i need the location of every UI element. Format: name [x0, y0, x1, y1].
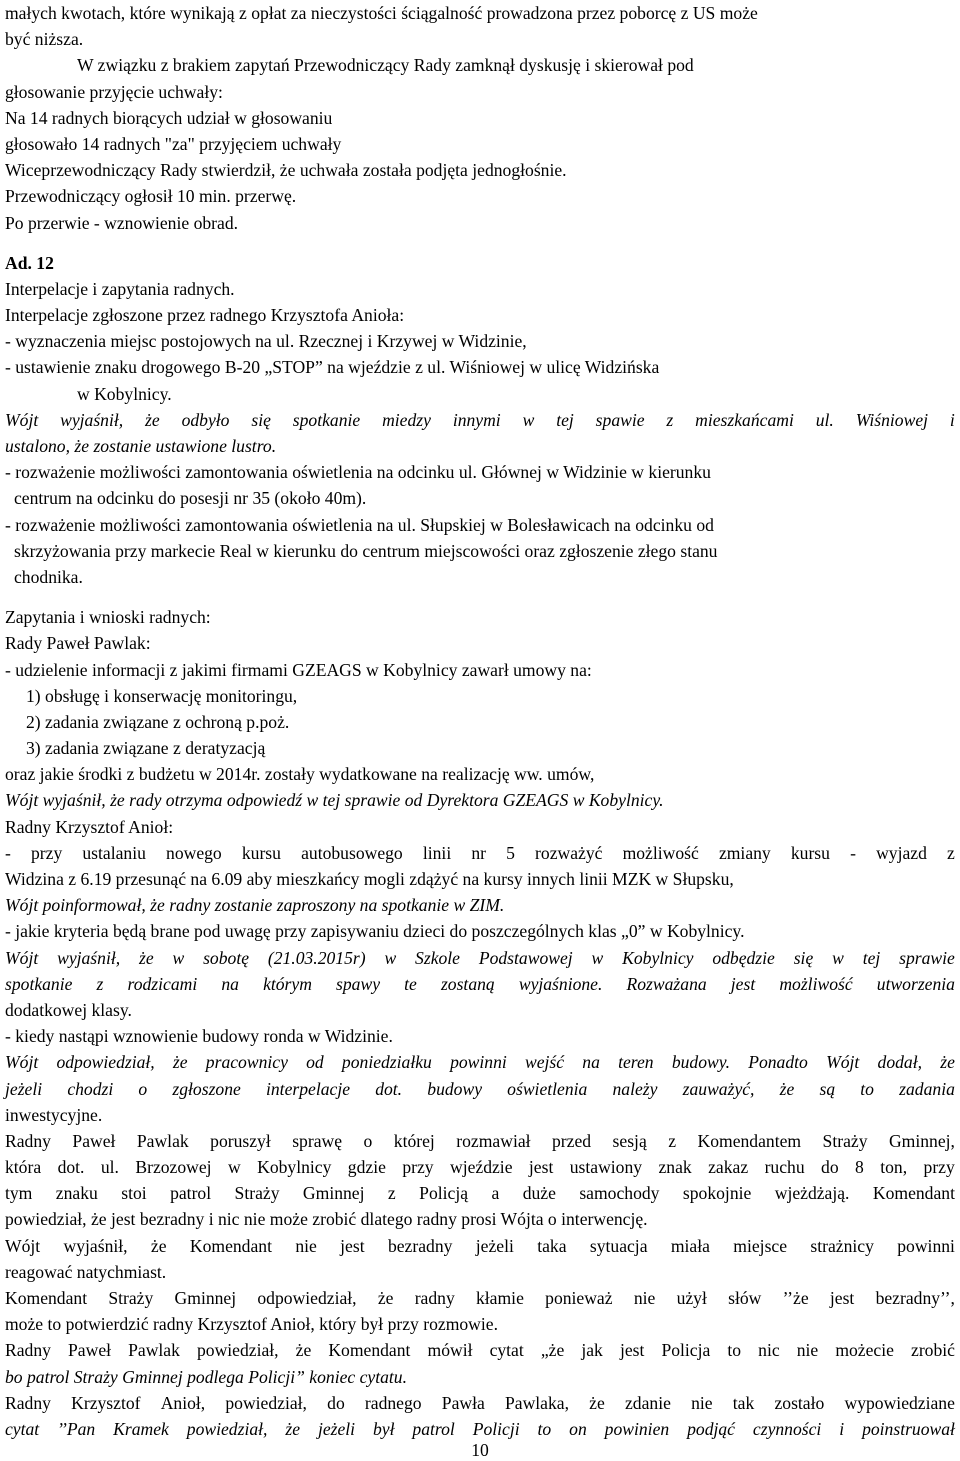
text-line: głosowało 14 radnych "za" przyjęciem uchwały — [5, 133, 342, 154]
text-line: W związku z brakiem zapytań Przewodniczący Rady zamknął dyskusję i skierował pod — [77, 55, 694, 76]
text-line: Wójt wyjaśnił, że odbyło się spotkanie miedzy innymi w tej spawie z mieszkańcami ul. Wiśniowej i — [5, 409, 955, 430]
text-line: małych kwotach, które wynikają z opłat za nieczystości ściągalność prowadzona przez poborcę z US może — [5, 3, 758, 23]
page-number: 10 — [471, 1440, 489, 1460]
text-line: skrzyżowania przy markecie Real w kierunku do centrum miejscowości oraz zgłoszenie złego stanu — [14, 540, 718, 561]
text-line: 2) zadania związane z ochroną p.poż. — [26, 711, 290, 732]
text-line: Radny Paweł Pawlak powiedział, że Komendant mówił cytat „że jak jest Policja to nic nie możecie zrobić — [5, 1340, 955, 1361]
text-line: Interpelacje zgłoszone przez radnego Krzysztofa Anioła: — [5, 305, 405, 326]
text-line: tym znaku stoi patrol Straży Gminnej z Policją a duże samochody spokojnie wjeżdżają. Komendant — [5, 1183, 955, 1204]
text-line: Radny Paweł Pawlak poruszył sprawę o której rozmawiał przed sesją z Komendantem Straży Gminnej, — [5, 1130, 955, 1151]
text-line: w Kobylnicy. — [77, 383, 172, 404]
spacer — [5, 236, 955, 250]
text-line: Wójt odpowiedział, że pracownicy od poniedziałku powinni wejść na teren budowy. Ponadto Wójt dodał, że — [5, 1052, 955, 1073]
text-line: - udzielenie informacji z jakimi firmami GZEAGS w Kobylnicy zawarł umowy na: — [5, 659, 592, 680]
text-line: Po przerwie - wznowienie obrad. — [5, 212, 239, 233]
text-line: chodnika. — [14, 566, 83, 587]
text-line: może to potwierdzić radny Krzysztof Anioł, który był przy rozmowie. — [5, 1314, 498, 1335]
text-line: Wójt wyjaśnił, że w sobotę (21.03.2015r) w Szkole Podstawowej w Kobylnicy odbędzie się w tej sprawie — [5, 947, 955, 968]
text-line: głosowanie przyjęcie uchwały: — [5, 81, 223, 102]
text-line: Widzina z 6.19 przesunąć na 6.09 aby mieszkańcy mogli zdążyć na kursy innych linii MZK w Słupsku, — [5, 869, 734, 889]
text-line: - kiedy nastąpi wznowienie budowy ronda w Widzinie. — [5, 1026, 393, 1047]
text-line: - rozważenie możliwości zamontowania oświetlenia na ul. Słupskiej w Bolesławicach na odcinku od — [5, 514, 714, 535]
text-line: - rozważenie możliwości zamontowania oświetlenia na odcinku ul. Głównej w Widzinie w kierunku — [5, 462, 711, 483]
text-line: Zapytania i wnioski radnych: — [5, 607, 211, 628]
text-line: jeżeli chodzi o zgłoszone interpelacje dot. budowy oświetlenia należy zauważyć, że są to zadania — [5, 1078, 955, 1099]
section-heading: Ad. 12 — [5, 252, 54, 273]
interpelacje-block — [5, 302, 955, 590]
text-line: - ustawienie znaku drogowego B-20 „STOP” na wjeździe z ul. Wiśniowej w ulicę Widzińska — [5, 357, 660, 378]
text-line: być niższa. — [5, 29, 84, 50]
text-line: Wójt wyjaśnił, że rady otrzyma odpowiedź w tej sprawie od Dyrektora GZEAGS w Kobylnicy. — [5, 790, 664, 811]
text-line: reagować natychmiast. — [5, 1261, 167, 1282]
text-line: powiedział, że jest bezradny i nic nie może zrobić dlatego radny prosi Wójta o interwencję. — [5, 1209, 648, 1230]
text-line: - jakie kryteria będą brane pod uwagę przy zapisywaniu dzieci do poszczególnych klas „0” w Kobylnicy. — [5, 921, 745, 942]
section-title: Interpelacje i zapytania radnych. — [5, 278, 235, 299]
text-line: Komendant Straży Gminnej odpowiedział, że radny kłamie ponieważ nie użył słów ’’że jest bezradny’’, — [5, 1288, 955, 1308]
intro-block — [5, 0, 955, 236]
text-line: Wójt poinformował, że radny zostanie zaproszony na spotkanie w ZIM. — [5, 895, 505, 916]
text-line: Radny Krzysztof Anioł, powiedział, do radnego Pawła Pawlaka, że zdanie nie tak zostało wypowiedziane — [5, 1392, 955, 1413]
text-line: ustalono, że zostanie ustawione lustro. — [5, 436, 277, 456]
zapytania-block — [5, 604, 955, 1442]
text-line: centrum na odcinku do posesji nr 35 (około 40m). — [14, 488, 367, 509]
text-line: Radny Krzysztof Anioł: — [5, 816, 174, 837]
text-line: inwestycyjne. — [5, 1104, 103, 1125]
text-line: 1) obsługę i konserwację monitoringu, — [26, 685, 298, 706]
spacer — [5, 590, 955, 604]
text-line: - wyznaczenia miejsc postojowych na ul. Rzecznej i Krzywej w Widzinie, — [5, 331, 527, 352]
text-line: Na 14 radnych biorących udział w głosowaniu — [5, 107, 333, 128]
text-line: spotkanie z rodzicami na którym spawy te zostaną wyjaśnione. Rozważana jest możliwość utworzenia — [5, 973, 955, 994]
text-line: oraz jakie środki z budżetu w 2014r. zostały wydatkowane na realizację ww. umów, — [5, 764, 595, 785]
text-line: - przy ustalaniu nowego kursu autobusowego linii nr 5 rozważyć możliwość zmiany kursu - wyjazd z — [5, 842, 955, 863]
text-line: 3) zadania związane z deratyzacją — [26, 738, 266, 759]
text-line: Rady Paweł Pawlak: — [5, 633, 151, 654]
text-line: która dot. ul. Brzozowej w Kobylnicy gdzie przy wjeździe jest ustawiony znak zakaz ruchu do 8 ton, przy — [5, 1157, 955, 1178]
text-line: bo patrol Straży Gminnej podlega Policji” koniec cytatu. — [5, 1366, 407, 1387]
text-line: Przewodniczący ogłosił 10 min. przerwę. — [5, 186, 297, 207]
text-line: dodatkowej klasy. — [5, 999, 132, 1020]
text-line: Wójt wyjaśnił, że Komendant nie jest bezradny jeżeli taka sytuacja miała miejsce strażnicy powinni — [5, 1235, 955, 1256]
text-line: Wiceprzewodniczący Rady stwierdził, że uchwała została podjęta jednogłośnie. — [5, 160, 567, 181]
text-line: cytat ’’Pan Kramek powiedział, że jeżeli był patrol Policji to on powinien podjąć czynności i poinstruował — [5, 1418, 955, 1439]
